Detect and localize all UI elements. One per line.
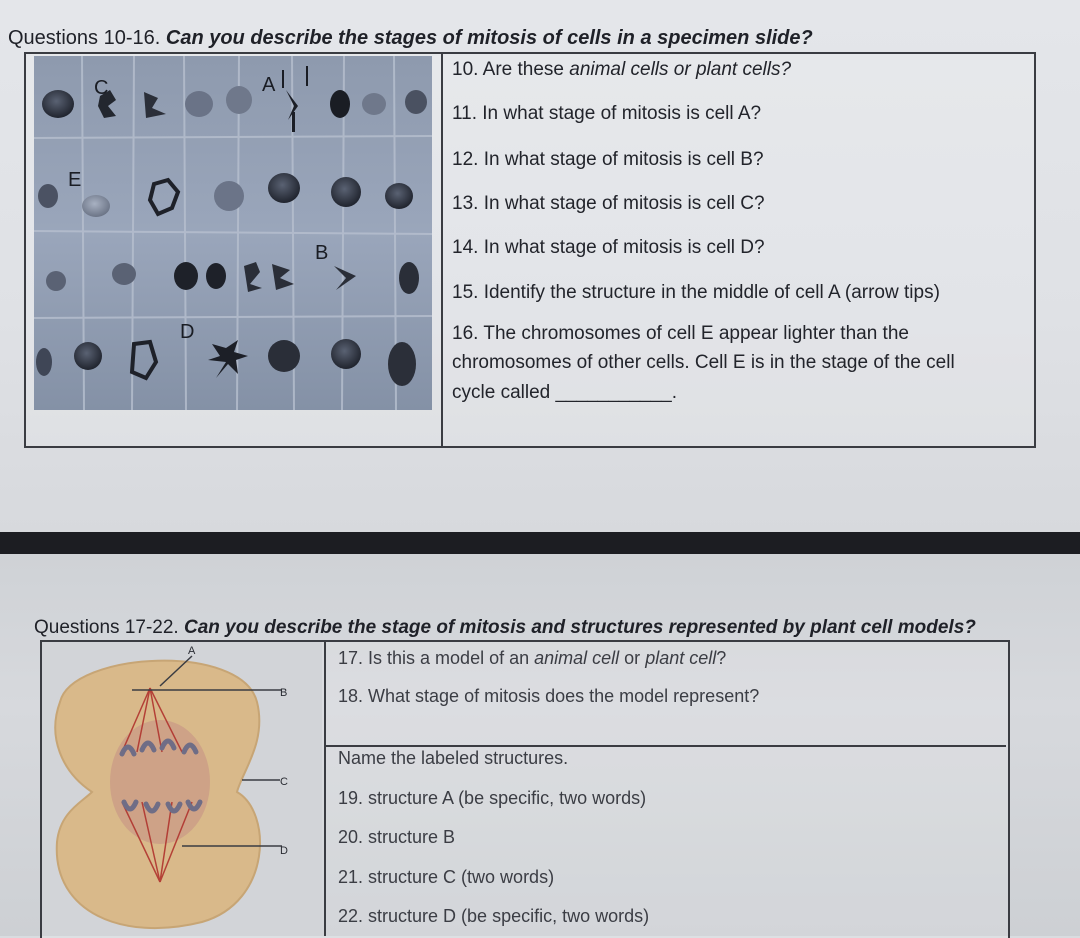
question-10-text: 10. Are these [452,59,570,80]
section2-heading-lead: Questions 17-22. [34,617,184,638]
micrograph-label-c: C [94,77,109,99]
question-17-text: 17. Is this a model of an [338,648,535,668]
model-label-b: B [280,687,288,699]
question-20: 20. structure B [338,827,456,847]
question-17-option-plant: plant cell [645,648,717,668]
question-10 [452,59,791,81]
model-label-a: A [188,645,196,657]
question-12: 12. In what stage of mitosis is cell B? [452,149,764,170]
micrograph-onion-root-tip [34,56,432,410]
question-18: 18. What stage of mitosis does the model represent? [338,686,760,706]
question-16-line1: 16. The chromosomes of cell E appear lighter than the [452,323,909,344]
name-labeled-structures: Name the labeled structures. [338,748,569,768]
section1-heading [8,27,813,50]
question-10-emphasis: animal cells or plant cells? [569,59,792,80]
section-divider-bar [0,532,1080,554]
section2-heading-question: Can you describe the stage of mitosis and structures represented by plant cell models? [183,617,976,638]
question-13: 13. In what stage of mitosis is cell C? [452,193,765,214]
question-17-option-animal: animal cell [534,648,620,668]
question-17-or: or [619,648,646,668]
question-17-end: ? [716,648,727,668]
micrograph-label-e: E [68,169,82,191]
question-11: 11. In what stage of mitosis is cell A? [452,103,762,124]
question-21: 21. structure C (two words) [338,867,555,887]
micrograph-label-b: B [315,242,329,264]
section2-heading [34,617,976,639]
section1-column-divider [441,54,443,446]
micrograph-label-d: D [180,321,195,343]
question-16-line2: chromosomes of other cells. Cell E is in the stage of the cell [452,352,955,373]
question-22: 22. structure D (be specific, two words) [338,906,650,926]
section1-heading-lead: Questions 10-16. [8,27,166,49]
section1-heading-question: Can you describe the stages of mitosis of cells in a specimen slide? [165,27,813,49]
question-15: 15. Identify the structure in the middle of cell A (arrow tips) [452,282,940,303]
micrograph-label-a: A [262,74,276,96]
question-17 [338,648,726,669]
question-19: 19. structure A (be specific, two words) [338,788,647,808]
plant-cell-model-image [42,642,322,936]
model-label-c: C [280,776,288,788]
question-16-line3: cycle called ___________. [452,382,678,403]
model-label-d: D [280,845,288,857]
question-14: 14. In what stage of mitosis is cell D? [452,237,765,258]
